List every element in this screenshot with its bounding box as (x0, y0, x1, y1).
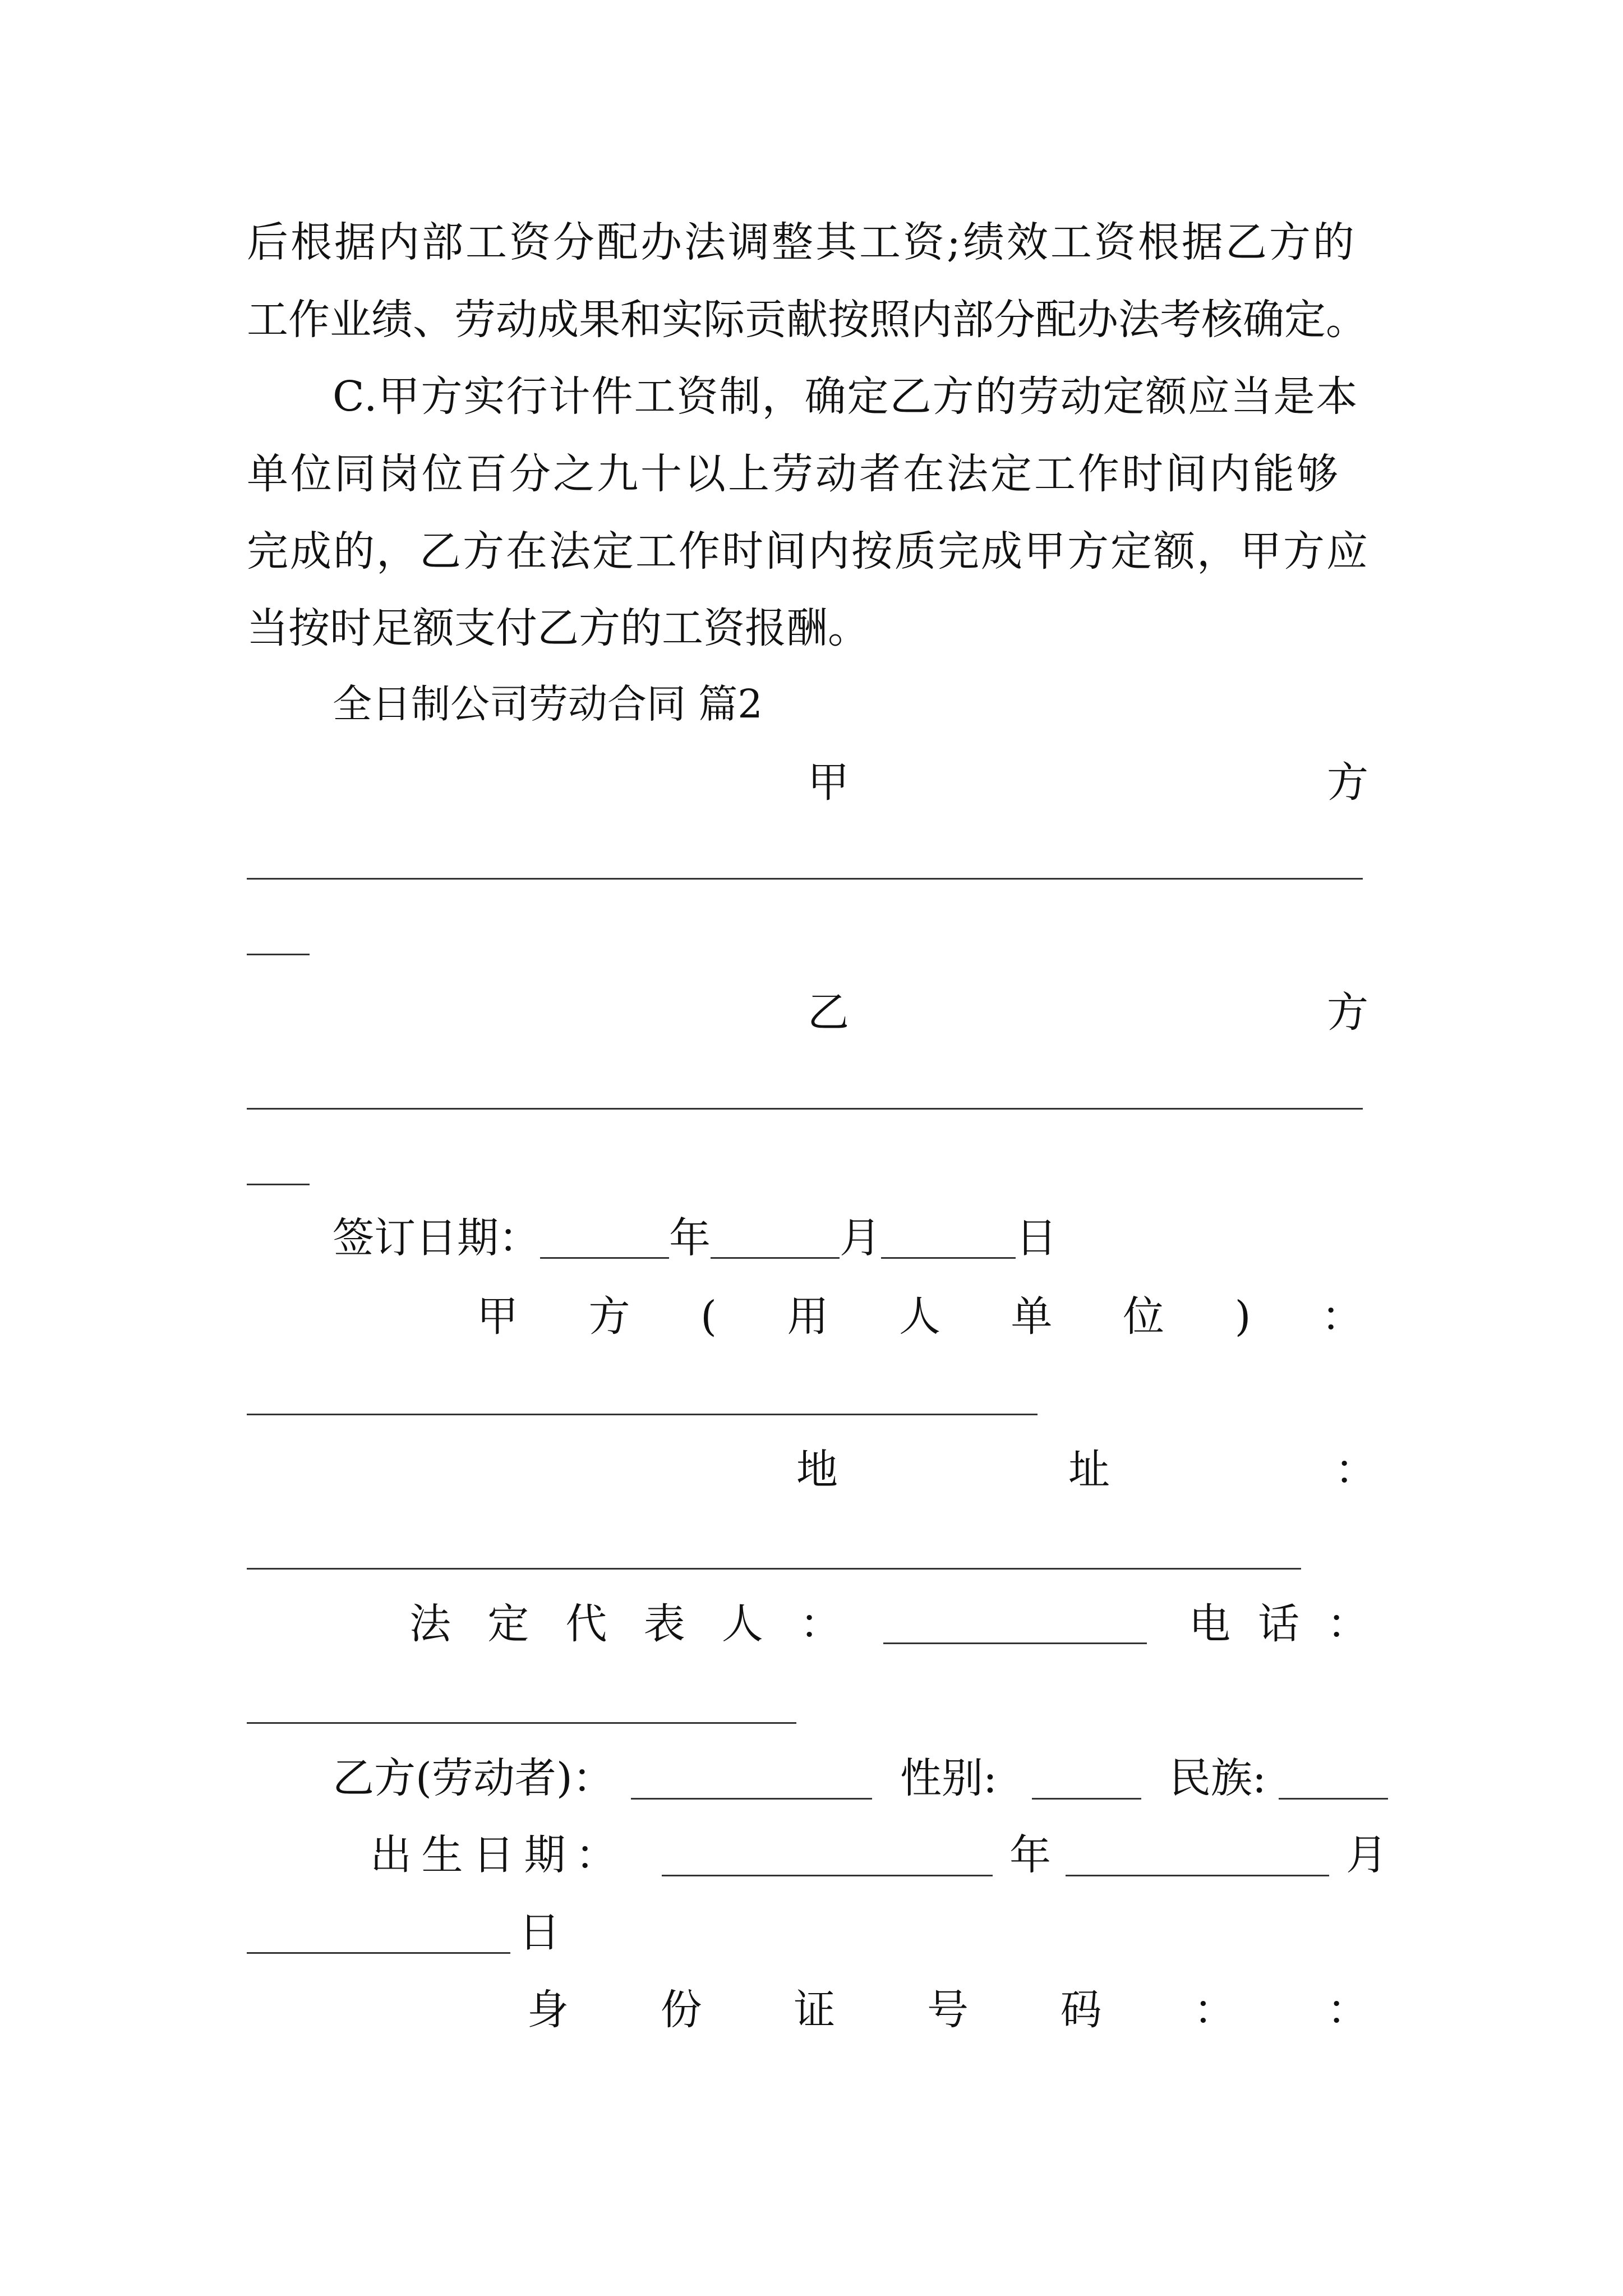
gender-label: 性别: (900, 1754, 997, 1802)
sign-date-month-blank[interactable] (711, 1218, 840, 1259)
sign-date-year-unit: 年 (669, 1214, 711, 1262)
employee-name-blank[interactable] (631, 1798, 872, 1800)
id-number-char: 证 (794, 1986, 836, 2034)
phone-fill-line (247, 1722, 796, 1724)
employer-char: 单 (1011, 1292, 1053, 1341)
employer-char: ) (1234, 1292, 1251, 1341)
ethnicity-label: 民族: (1169, 1754, 1266, 1802)
party-a-char-1: 甲 (808, 758, 849, 807)
phone-char: 电 (1189, 1600, 1230, 1648)
id-number-label (527, 1986, 1368, 2034)
employee-label: 乙方(劳动者)： (333, 1754, 614, 1802)
employer-char: 用 (787, 1292, 829, 1341)
address-char-2: 址 (1068, 1446, 1110, 1494)
id-number-char: 号 (926, 1986, 969, 2034)
legal-rep-char: 法 (409, 1600, 451, 1648)
party-b-fill-line-tail (247, 1184, 310, 1185)
party-b-char-1: 乙 (808, 988, 849, 1037)
paragraph-c-line-4: 当按时足额支付乙方的工资报酬。 (247, 604, 869, 652)
party-b-fill-line (247, 1108, 1363, 1110)
sign-date-label: 签订日期： (333, 1214, 540, 1262)
legal-rep-char: 代 (565, 1600, 607, 1648)
legal-rep-blank[interactable] (883, 1642, 1147, 1644)
party-b-char-2: 方 (1327, 988, 1368, 1037)
paragraph-c-line-2: 单位同岗位百分之九十以上劳动者在法定工作时间内能够 (247, 450, 1340, 498)
sign-date-year-blank[interactable] (540, 1218, 669, 1259)
employer-char: ( (700, 1292, 717, 1341)
paragraph-a-line-1: 后根据内部工资分配办法调整其工资;绩效工资根据乙方的 (247, 218, 1357, 266)
party-a-char-2: 方 (1327, 758, 1368, 807)
birth-day-unit: 日 (519, 1908, 560, 1957)
paragraph-a-line-2: 工作业绩、劳动成果和实际贡献按照内部分配办法考核确定。 (247, 296, 1367, 344)
birth-day-blank[interactable] (247, 1952, 510, 1954)
section-heading: 全日制公司劳动合同 篇2 (333, 681, 763, 727)
employer-char: ： (1321, 1292, 1363, 1341)
party-a-fill-line-tail (247, 954, 310, 955)
birth-date-label (370, 1831, 617, 1879)
employer-char: 方 (588, 1292, 630, 1341)
birth-month-unit: 月 (1346, 1831, 1387, 1879)
id-number-char: 身 (527, 1986, 569, 2034)
employer-char: 人 (899, 1292, 940, 1341)
birth-date-char: 期 (524, 1831, 566, 1879)
legal-rep-char: 定 (487, 1600, 529, 1648)
employer-fill-line (247, 1414, 1038, 1415)
birth-month-blank[interactable] (1066, 1875, 1329, 1876)
party-a-fill-line (247, 878, 1363, 880)
sign-date-day-unit: 日 (1016, 1214, 1057, 1262)
party-b-label (808, 988, 1368, 1037)
id-number-char: ： (1326, 1986, 1368, 2034)
birth-date-char: 生 (421, 1831, 463, 1879)
address-char-1: 地 (796, 1446, 838, 1494)
party-a-label (808, 758, 1368, 807)
legal-rep-char: 表 (643, 1600, 685, 1648)
sign-date-month-unit: 月 (840, 1214, 881, 1262)
address-fill-line (247, 1568, 1301, 1570)
legal-rep-char: ： (799, 1600, 841, 1648)
paragraph-c-line-3: 完成的，乙方在法定工作时间内按质完成甲方定额，甲方应 (247, 527, 1370, 576)
legal-rep-label (409, 1600, 841, 1648)
phone-char: ： (1327, 1600, 1368, 1648)
sign-date-day-blank[interactable] (881, 1218, 1016, 1259)
id-number-char: ： (1193, 1986, 1235, 2034)
employer-char: 甲 (477, 1292, 518, 1341)
birth-date-char: ： (575, 1831, 617, 1879)
id-number-char: 份 (660, 1986, 702, 2034)
legal-rep-char: 人 (721, 1600, 763, 1648)
birth-year-unit: 年 (1009, 1831, 1051, 1879)
birth-date-char: 日 (473, 1831, 514, 1879)
employer-char: 位 (1123, 1292, 1165, 1341)
id-number-char: 码 (1060, 1986, 1102, 2034)
birth-year-blank[interactable] (662, 1875, 993, 1876)
birth-date-char: 出 (370, 1831, 412, 1879)
phone-label (1189, 1600, 1368, 1648)
gender-blank[interactable] (1032, 1798, 1141, 1800)
sign-date-row (333, 1214, 1057, 1262)
address-colon: ： (1335, 1446, 1376, 1494)
paragraph-c-line-1: C.甲方实行计件工资制，确定乙方的劳动定额应当是本 (333, 372, 1359, 421)
employer-label (477, 1292, 1363, 1341)
ethnicity-blank[interactable] (1279, 1798, 1388, 1800)
phone-char: 话 (1258, 1600, 1299, 1648)
